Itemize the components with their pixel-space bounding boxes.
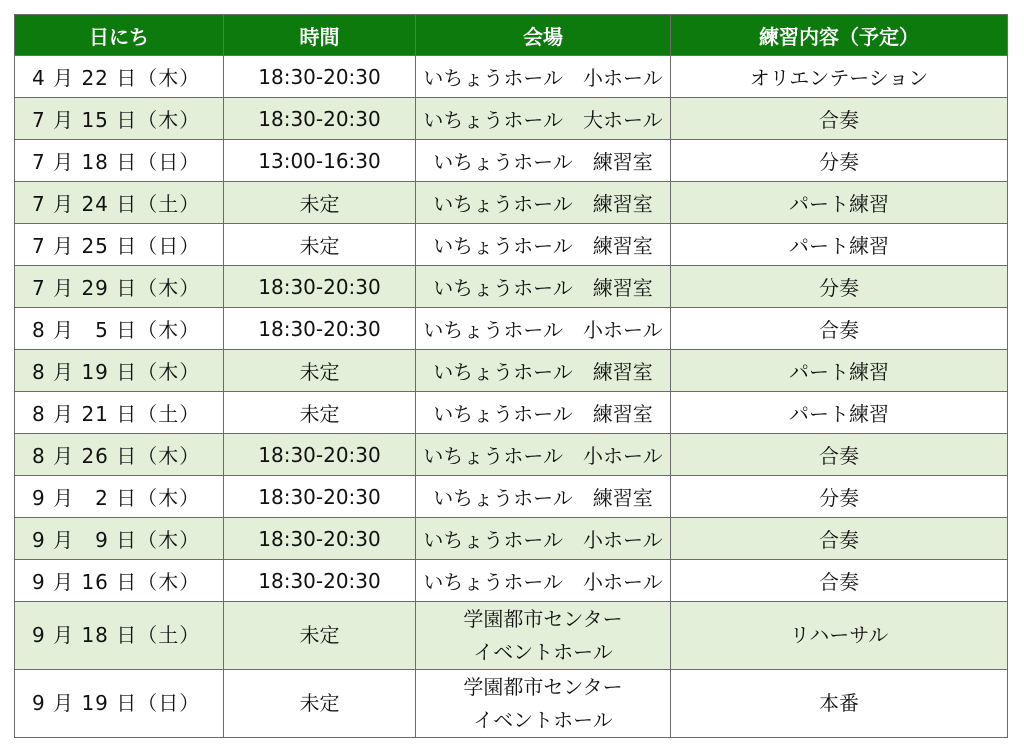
cell-date: 7 月 15 日（木） [15, 98, 224, 140]
header-content: 練習内容（予定） [671, 15, 1008, 56]
table-row [15, 518, 1008, 560]
cell-date: 9 月 9 日（木） [15, 518, 224, 560]
cell-date: 9 月 19 日（日） [15, 670, 224, 738]
table-row [15, 434, 1008, 476]
cell-time: 未定 [224, 224, 416, 266]
cell-date: 9 月 2 日（木） [15, 476, 224, 518]
cell-content: リハーサル [671, 602, 1008, 670]
cell-venue [416, 392, 671, 434]
venue-line: いちょうホール 練習室 [433, 486, 653, 510]
table-row [15, 560, 1008, 602]
venue-line: いちょうホール 小ホール [423, 570, 663, 594]
table-row [15, 266, 1008, 308]
table-row [15, 350, 1008, 392]
cell-content: 分奏 [671, 140, 1008, 182]
cell-time: 未定 [224, 182, 416, 224]
cell-venue [416, 476, 671, 518]
cell-content: 分奏 [671, 266, 1008, 308]
cell-time: 未定 [224, 350, 416, 392]
cell-content: オリエンテーション [671, 56, 1008, 98]
table-row [15, 182, 1008, 224]
cell-time: 18:30-20:30 [224, 308, 416, 350]
table-row [15, 602, 1008, 670]
cell-venue [416, 560, 671, 602]
cell-time: 未定 [224, 670, 416, 738]
cell-venue [416, 350, 671, 392]
cell-content: パート練習 [671, 182, 1008, 224]
header-date: 日にち [15, 15, 224, 56]
table-row [15, 308, 1008, 350]
cell-venue [416, 182, 671, 224]
cell-content: 合奏 [671, 308, 1008, 350]
cell-venue [416, 56, 671, 98]
cell-date: 7 月 24 日（土） [15, 182, 224, 224]
cell-date: 8 月 21 日（土） [15, 392, 224, 434]
cell-content: 合奏 [671, 560, 1008, 602]
table-header-row [15, 15, 1008, 56]
venue-line: イベントホール [473, 639, 613, 664]
cell-date: 9 月 18 日（土） [15, 602, 224, 670]
cell-time: 18:30-20:30 [224, 98, 416, 140]
cell-venue [416, 224, 671, 266]
cell-date: 8 月 19 日（木） [15, 350, 224, 392]
cell-venue [416, 602, 671, 670]
cell-content: 合奏 [671, 518, 1008, 560]
cell-time: 18:30-20:30 [224, 518, 416, 560]
table-row [15, 670, 1008, 738]
venue-line: いちょうホール 練習室 [433, 360, 653, 384]
cell-date: 7 月 18 日（日） [15, 140, 224, 182]
cell-venue [416, 98, 671, 140]
cell-venue [416, 434, 671, 476]
table-body [15, 56, 1008, 738]
venue-line: イベントホール [473, 707, 613, 732]
venue-line: 学園都市センター [463, 606, 623, 631]
cell-date: 8 月 5 日（木） [15, 308, 224, 350]
cell-content: パート練習 [671, 392, 1008, 434]
venue-line: いちょうホール 練習室 [433, 192, 653, 216]
table-row [15, 98, 1008, 140]
table-row [15, 56, 1008, 98]
venue-line: いちょうホール 小ホール [423, 66, 663, 90]
cell-time: 13:00-16:30 [224, 140, 416, 182]
cell-content: パート練習 [671, 224, 1008, 266]
cell-venue [416, 670, 671, 738]
cell-date: 8 月 26 日（木） [15, 434, 224, 476]
cell-venue [416, 140, 671, 182]
venue-line: いちょうホール 小ホール [423, 444, 663, 468]
cell-date: 4 月 22 日（木） [15, 56, 224, 98]
cell-time: 未定 [224, 392, 416, 434]
cell-time: 18:30-20:30 [224, 476, 416, 518]
cell-time: 未定 [224, 602, 416, 670]
header-venue: 会場 [416, 15, 671, 56]
venue-line: 学園都市センター [463, 674, 623, 699]
venue-line: いちょうホール 大ホール [423, 108, 663, 132]
cell-time: 18:30-20:30 [224, 266, 416, 308]
cell-content: パート練習 [671, 350, 1008, 392]
cell-content: 合奏 [671, 98, 1008, 140]
cell-venue [416, 266, 671, 308]
cell-time: 18:30-20:30 [224, 56, 416, 98]
venue-line: いちょうホール 練習室 [433, 402, 653, 426]
venue-line: いちょうホール 小ホール [423, 528, 663, 552]
venue-line: いちょうホール 練習室 [433, 234, 653, 258]
header-time: 時間 [224, 15, 416, 56]
practice-schedule-table [14, 14, 1008, 738]
cell-content: 分奏 [671, 476, 1008, 518]
venue-line: いちょうホール 練習室 [433, 276, 653, 300]
cell-time: 18:30-20:30 [224, 434, 416, 476]
venue-line: いちょうホール 練習室 [433, 150, 653, 174]
cell-date: 7 月 25 日（日） [15, 224, 224, 266]
venue-line: いちょうホール 小ホール [423, 318, 663, 342]
table-row [15, 224, 1008, 266]
table-row [15, 140, 1008, 182]
cell-content: 合奏 [671, 434, 1008, 476]
cell-venue [416, 308, 671, 350]
cell-date: 9 月 16 日（木） [15, 560, 224, 602]
cell-date: 7 月 29 日（木） [15, 266, 224, 308]
schedule-table-wrapper [14, 14, 1008, 738]
cell-venue [416, 518, 671, 560]
table-row [15, 392, 1008, 434]
cell-content: 本番 [671, 670, 1008, 738]
table-row [15, 476, 1008, 518]
cell-time: 18:30-20:30 [224, 560, 416, 602]
